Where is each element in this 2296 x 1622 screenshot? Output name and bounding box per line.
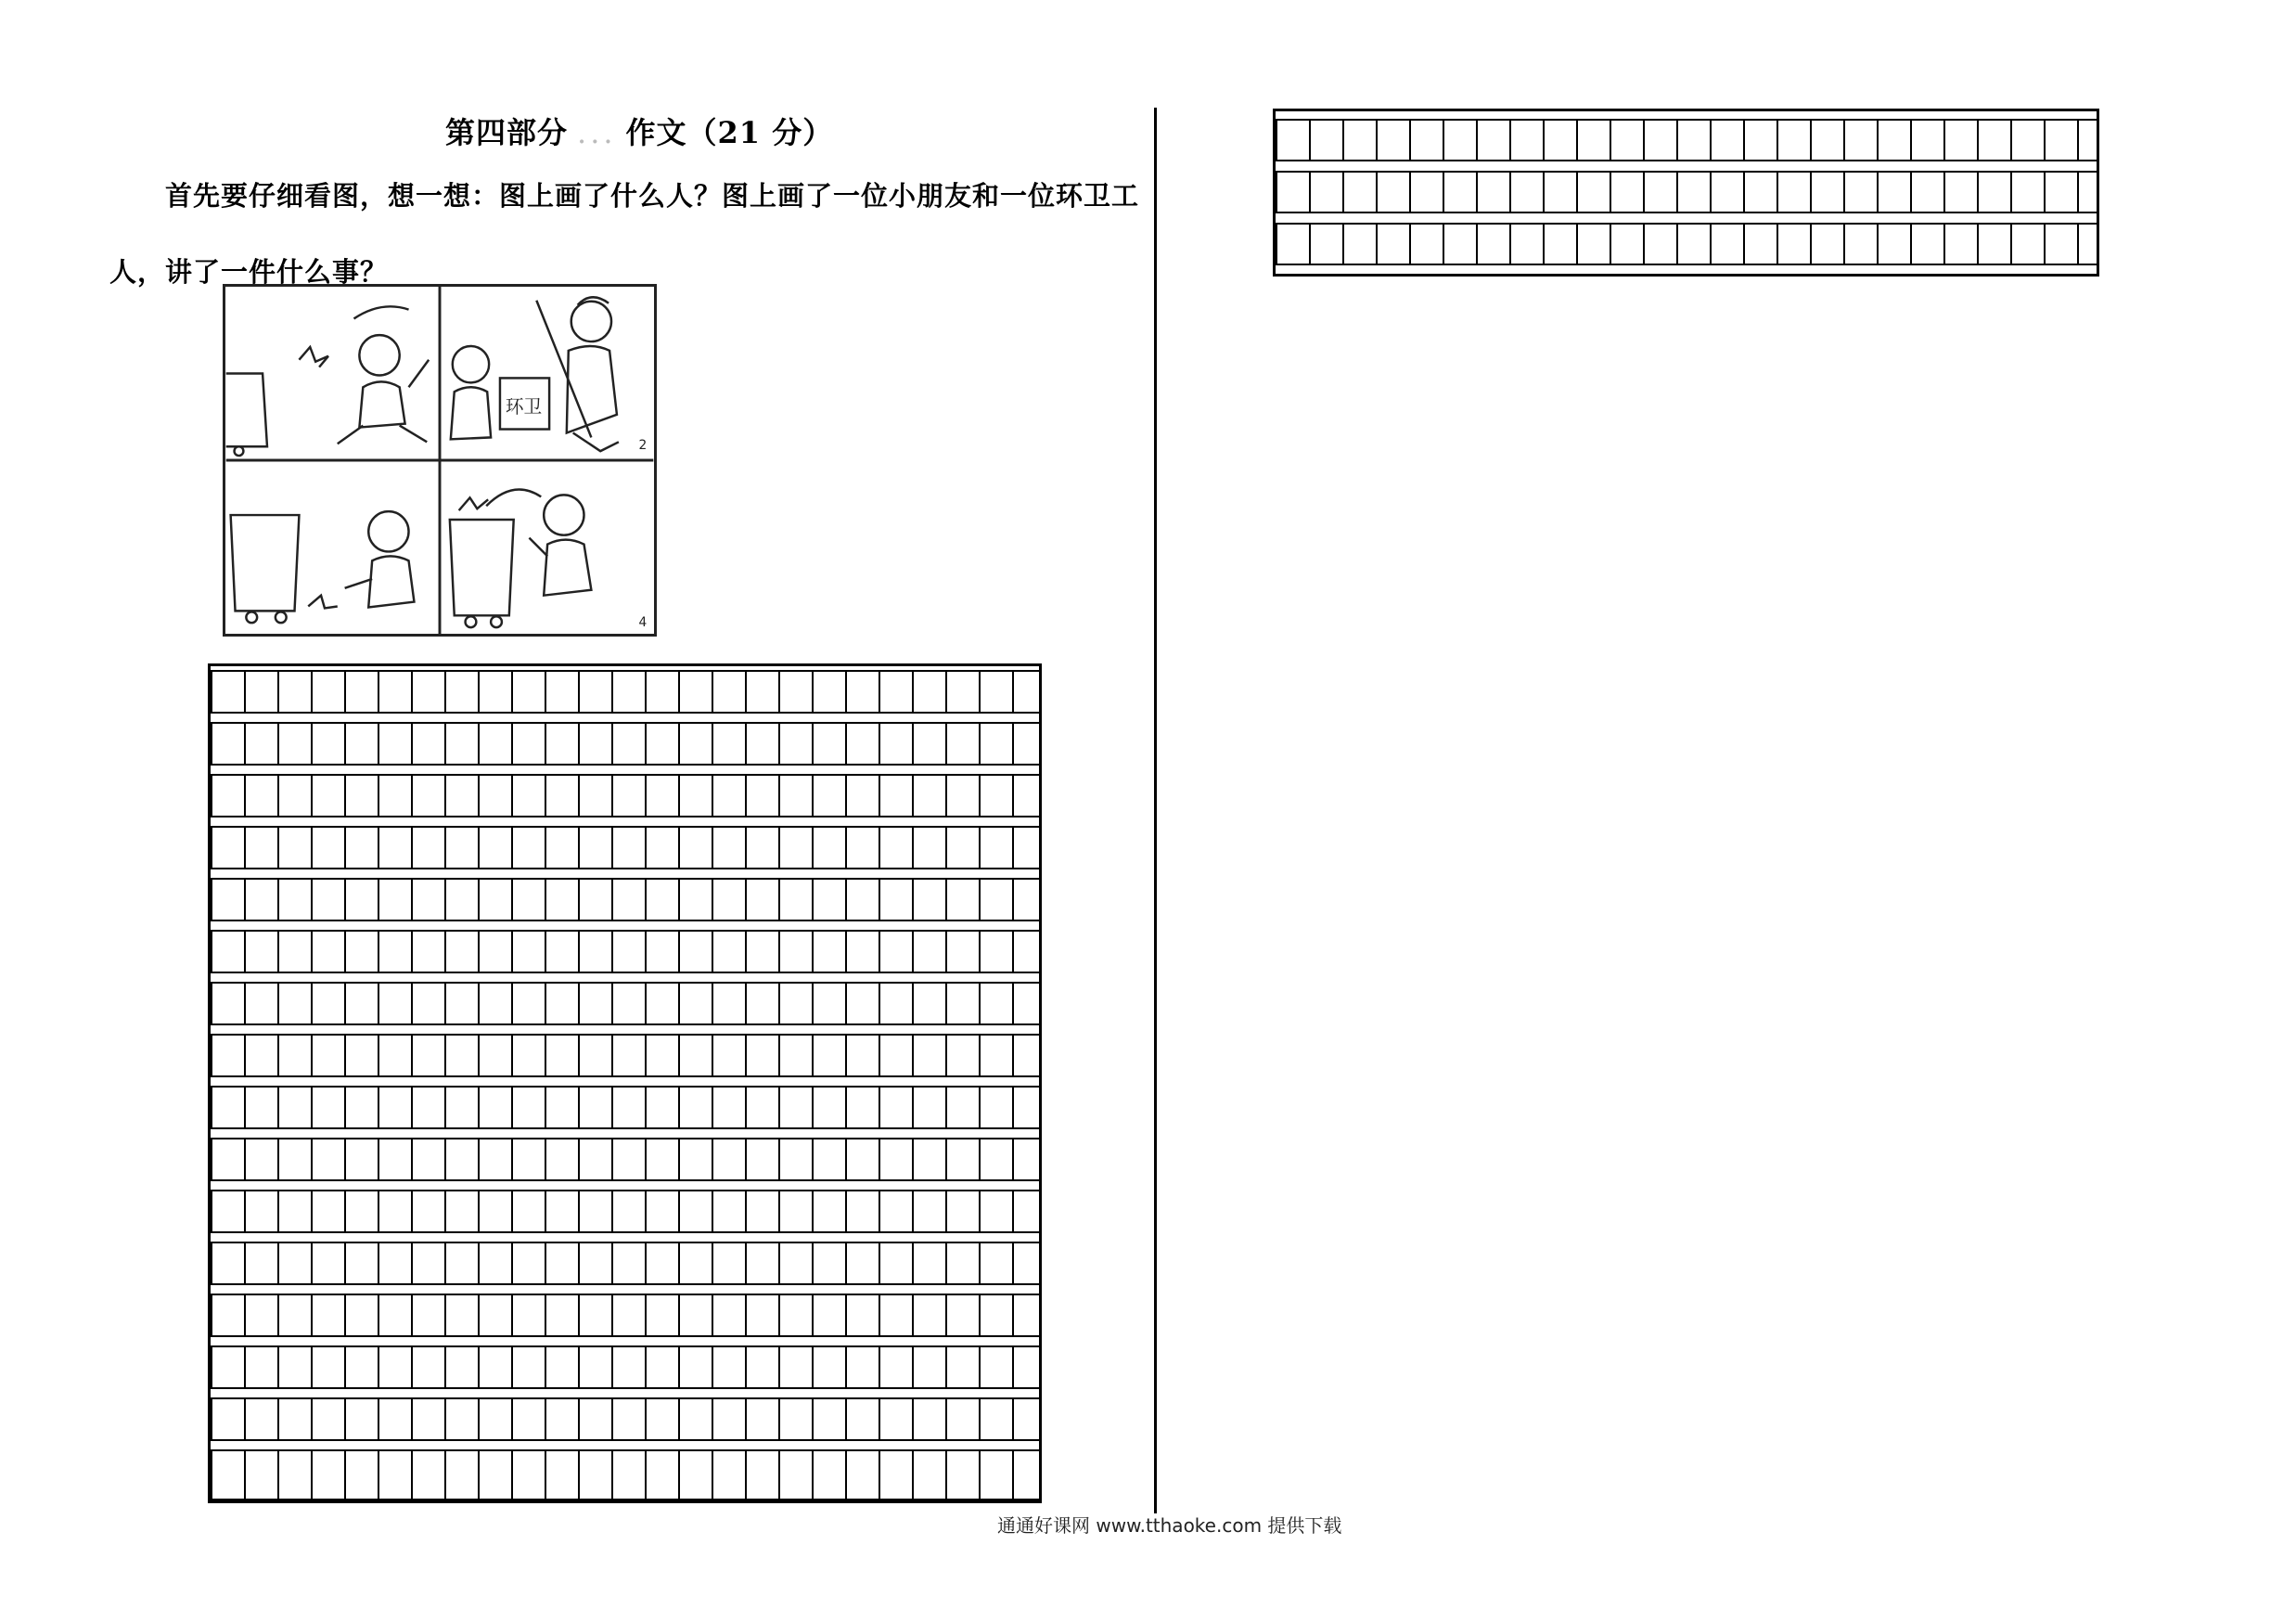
comic-strip	[223, 284, 657, 637]
grid-row[interactable]	[211, 878, 1039, 921]
section-title-part: 第四部分	[445, 115, 569, 150]
grid-row[interactable]	[211, 1397, 1039, 1441]
grid-row[interactable]	[211, 1138, 1039, 1181]
panel-number-2: 2	[638, 438, 648, 454]
grid-row[interactable]	[1276, 119, 2097, 161]
grid-row[interactable]	[211, 1190, 1039, 1233]
grid-row[interactable]	[211, 826, 1039, 869]
column-divider	[1154, 108, 1157, 1513]
grid-row[interactable]	[211, 1294, 1039, 1337]
grid-row[interactable]	[1276, 223, 2097, 265]
panel-3	[231, 511, 415, 623]
grid-row[interactable]	[211, 1242, 1039, 1285]
panel-4	[450, 489, 647, 630]
panel-number-4: 4	[638, 615, 648, 631]
panel-2	[451, 297, 648, 453]
footer-credit: 通通好课网 www.tthaoke.com 提供下载	[997, 1514, 1342, 1537]
grid-row[interactable]	[211, 722, 1039, 766]
grid-row[interactable]	[211, 982, 1039, 1025]
section-title	[445, 109, 872, 152]
writing-grid-right[interactable]	[1273, 109, 2099, 277]
grid-row[interactable]	[211, 1449, 1039, 1500]
sign-text: 环卫	[505, 395, 543, 418]
grid-row[interactable]	[1276, 171, 2097, 213]
section-title-dots: ...	[577, 115, 617, 150]
grid-row[interactable]	[211, 774, 1039, 817]
grid-row[interactable]	[211, 1086, 1039, 1129]
instruction-text: 首先要仔细看图，想一想：图上画了什么人？图上画了一位小朋友和一位环卫工人，讲了一件什么事？	[109, 180, 1140, 288]
writing-grid-left[interactable]	[208, 663, 1042, 1503]
comic-illustration	[225, 287, 654, 634]
grid-row[interactable]	[211, 1034, 1039, 1077]
grid-row[interactable]	[211, 670, 1039, 714]
grid-row[interactable]	[211, 1345, 1039, 1389]
section-title-rest: 作文（21 分）	[625, 115, 834, 150]
grid-row[interactable]	[211, 930, 1039, 973]
panel-1	[226, 306, 429, 456]
